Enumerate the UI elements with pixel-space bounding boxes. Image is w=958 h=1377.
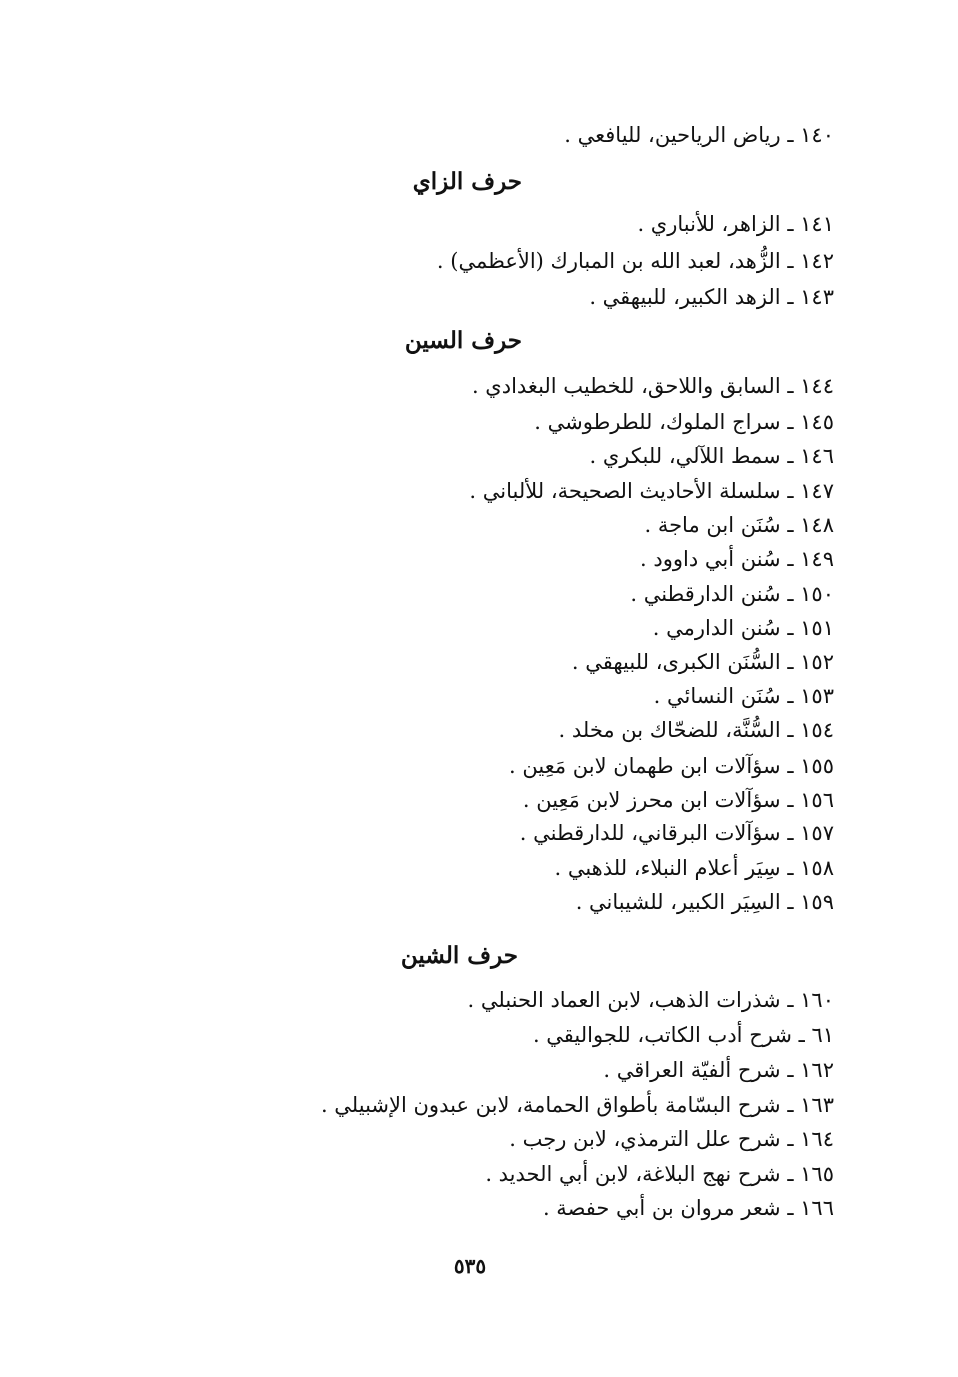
entry-160: ١٦٠ ـ شذرات الذهب، لابن العماد الحنبلي . — [467, 988, 834, 1012]
entry-144: ١٤٤ ـ السابق واللاحق، للخطيب البغدادي . — [471, 374, 834, 398]
entry-146: ١٤٦ ـ سمط اللآلي، للبكري . — [589, 444, 834, 468]
entry-154: ١٥٤ ـ السُّنَّة، للضحّاك بن مخلد . — [558, 718, 834, 742]
entry-166: ١٦٦ ـ شعر مروان بن أبي حفصة . — [542, 1196, 834, 1220]
entry-162: ١٦٢ ـ شرح ألفيّة العراقي . — [603, 1058, 834, 1082]
entry-155: ١٥٥ ـ سؤآلات ابن طهمان لابن مَعِين . — [509, 754, 834, 778]
entry-143: ١٤٣ ـ الزهد الكبير، للبيهقي . — [589, 285, 834, 309]
entry-161: ٦١ ـ شرح أدب الكاتب، للجواليقي . — [532, 1023, 834, 1047]
entry-165: ١٦٥ ـ شرح نهج البلاغة، لابن أبي الحديد . — [485, 1162, 834, 1186]
entry-140: ١٤٠ ـ رياض الرياحين، لليافعي . — [564, 123, 834, 147]
entry-148: ١٤٨ ـ سُنَن ابن ماجة . — [644, 513, 834, 537]
page-number: ٥٣٥ — [453, 1254, 487, 1278]
entry-147: ١٤٧ ـ سلسلة الأحاديث الصحيحة، للألباني . — [469, 479, 834, 503]
entry-141: ١٤١ ـ الزاهر، للأنباري . — [637, 212, 834, 236]
entry-157: ١٥٧ ـ سؤآلات البرقاني، للدارقطني . — [519, 821, 834, 845]
entry-152: ١٥٢ ـ السُّنَن الكبرى، للبيهقي . — [571, 650, 834, 674]
entry-159: ١٥٩ ـ السِيَر الكبير، للشيباني . — [575, 890, 834, 914]
entry-142: ١٤٢ ـ الزُّهد، لعبد الله بن المبارك (الأعظمي) . — [436, 249, 834, 273]
section-heading-sin: حرف السين — [404, 327, 522, 354]
entry-151: ١٥١ ـ سُنن الدارمي . — [652, 616, 834, 640]
entry-163: ١٦٣ ـ شرح البسّامة بأطواق الحمامة، لابن عبدون الإشبيلي . — [320, 1093, 834, 1117]
entry-145: ١٤٥ ـ سراج الملوك، للطرطوشي . — [534, 410, 834, 434]
section-heading-zay: حرف الزاي — [412, 168, 522, 195]
entry-150: ١٥٠ ـ سُنن الدارقطني . — [630, 582, 834, 606]
entry-158: ١٥٨ ـ سِيَر أعلام النبلاء، للذهبي . — [554, 856, 834, 880]
entry-156: ١٥٦ ـ سؤآلات ابن محرز لابن مَعِين . — [522, 788, 834, 812]
section-heading-shin: حرف الشين — [400, 942, 518, 969]
entry-153: ١٥٣ ـ سُنَن النسائي . — [653, 684, 834, 708]
entry-149: ١٤٩ ـ سُنن أبي داوود . — [640, 547, 834, 571]
entry-164: ١٦٤ ـ شرح علل الترمذي، لابن رجب . — [509, 1127, 834, 1151]
